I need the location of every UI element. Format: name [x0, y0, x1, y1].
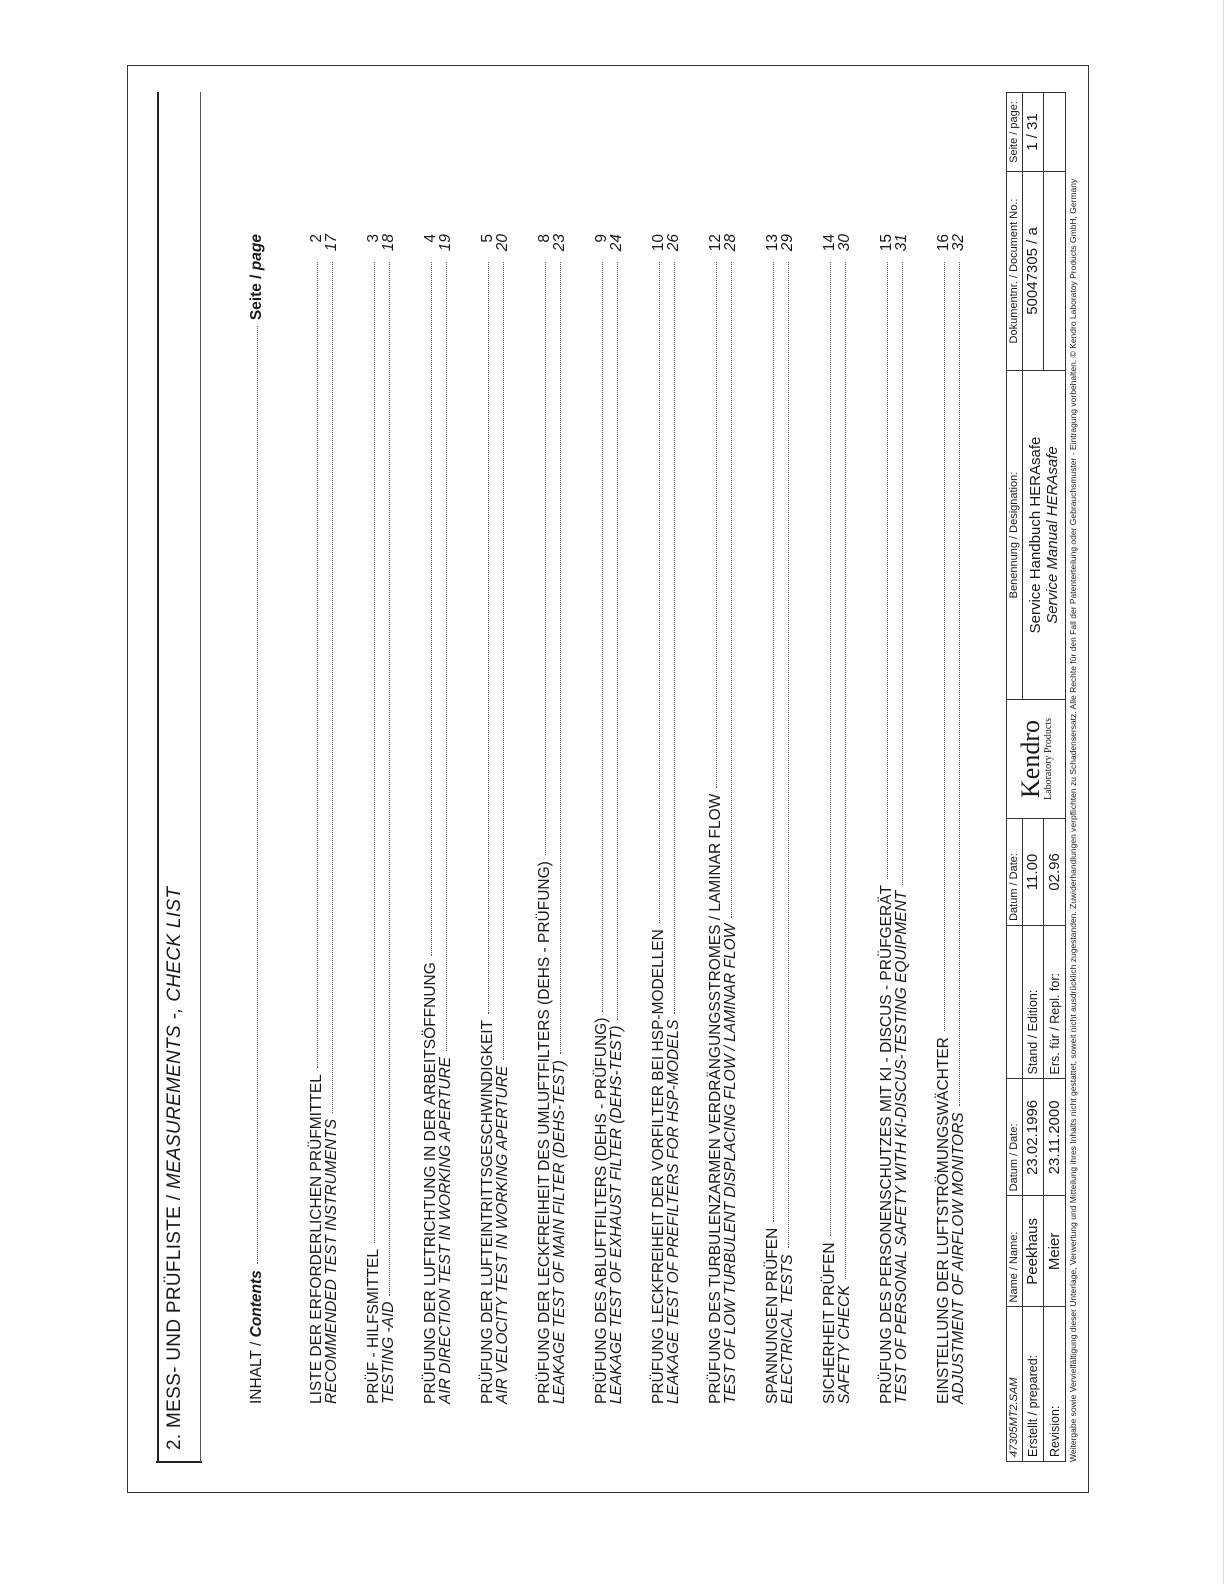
- toc-title-de: PRÜFUNG DER LUFTEINTRITTSGESCHWINDIGKEIT: [479, 1019, 496, 1404]
- designation-header: Benennung / Designation:: [1007, 371, 1023, 700]
- toc-page-de: 5: [479, 234, 496, 243]
- toc-page-de: 15: [878, 234, 895, 252]
- logo: [1007, 700, 1066, 819]
- toc-line-en: [893, 234, 911, 1404]
- toc-title-de: PRÜFUNG DER LECKFREIHEIT DES UMLUFTFILTERS (DEHS - PRÜFUNG): [536, 861, 553, 1404]
- leader-dots: [388, 262, 390, 1296]
- designation: [1022, 371, 1065, 700]
- name-header: Name / Name:: [1007, 1196, 1023, 1307]
- toc-title-en: ELECTRICAL TESTS: [779, 1254, 796, 1404]
- leader-dots: [901, 262, 903, 885]
- toc-page-de: 12: [707, 234, 724, 252]
- leader-dots: [958, 262, 960, 1106]
- prepared-label: Erstellt / prepared:: [1022, 1307, 1044, 1462]
- toc-title-de: LISTE DER ERFORDERLICHEN PRÜFMITTEL: [308, 1074, 325, 1404]
- logo-name: Kendro: [1016, 720, 1045, 798]
- toc-page-en: 30: [836, 234, 853, 252]
- leader-dots: [772, 262, 774, 1222]
- revision-date: 23.11.2000: [1044, 1079, 1066, 1196]
- page-title-en: MEASUREMENTS -, CHECK LIST: [164, 886, 185, 1190]
- table-of-contents: [128, 204, 1088, 1404]
- toc-title-de: SICHERHEIT PRÜFEN: [821, 1242, 838, 1404]
- leader-dots: [658, 262, 660, 923]
- leader-dots: [256, 326, 258, 1264]
- contents-label: INHALT / Contents: [248, 1270, 265, 1404]
- toc-page-en: 24: [608, 234, 625, 252]
- toc-title-en: RECOMMENDED TEST INSTRUMENTS: [323, 1118, 340, 1404]
- toc-page-en: 17: [323, 234, 340, 252]
- toc-line-en: [494, 234, 512, 1404]
- toc-title-de: SPANNUNGEN PRÜFEN: [764, 1227, 781, 1404]
- toc-line-en: [323, 234, 341, 1404]
- toc-title-en: SAFETY CHECK: [836, 1285, 853, 1404]
- leader-dots: [730, 262, 732, 918]
- toc-line-en: [779, 234, 797, 1404]
- toc-title-de: PRÜFUNG DES TURBULENZARMEN VERDRÄNGUNGSSTROMES / LAMINAR FLOW: [707, 793, 724, 1404]
- leader-dots: [430, 262, 432, 956]
- designation-de: Service Handbuch HERAsafe: [1026, 436, 1044, 634]
- leader-dots: [331, 262, 333, 1113]
- toc-title-en: AIR DIRECTION TEST IN WORKING APERTURE: [437, 1056, 454, 1404]
- contents-page-label: Seite / page: [248, 234, 265, 321]
- toc-title-de: PRÜFUNG DER LUFTRICHTUNG IN DER ARBEITSÖFFNUNG: [422, 962, 439, 1404]
- toc-page-en: 18: [380, 234, 397, 252]
- copyright-note: Weitergabe sowie Vervielfältigung dieser Unterlage, Verwertung und Mitteilung ihres Inhalts nicht gestattet, soweit nicht ausdrücklich zugestanden. Zuwiderhandlungen verpflichten zu Schadensersatz. Alle Rechte für den Fall der Patenterteilung oder Gebrauchsmuster - Eintragung vorbehalten. © Kendro Laboratoy Products GmbH, Germany: [1068, 178, 1078, 1462]
- toc-page-en: 26: [665, 234, 682, 252]
- toc-line-en: [836, 234, 854, 1404]
- toc-page-de: 3: [365, 234, 382, 243]
- edition-value: 11.00: [1022, 819, 1044, 926]
- title-rule-left: [156, 1461, 202, 1463]
- toc-line-en: [380, 234, 398, 1404]
- toc-page-de: 14: [821, 234, 838, 252]
- date2-header: Datum / Date:: [1007, 819, 1023, 926]
- toc-page-en: 20: [494, 234, 511, 252]
- toc-title-en: TESTING -AID: [380, 1301, 397, 1404]
- page-title-de: 2. MESS- UND PRÜFLISTE /: [164, 1194, 185, 1450]
- toc-page-de: 9: [593, 234, 610, 243]
- toc-title-de: EINSTELLUNG DER LUFTSTRÖMUNGSWÄCHTER: [935, 1037, 952, 1404]
- leader-dots: [616, 262, 618, 1020]
- toc-page-en: 29: [779, 234, 796, 252]
- toc-title-de: PRÜFUNG LECKFREIHEIT DER VORFILTER BEI HSP-MODELLEN: [650, 929, 667, 1404]
- designation-en: Service Manual HERAsafe: [1043, 446, 1061, 624]
- leader-dots: [373, 262, 375, 1243]
- leader-dots: [559, 262, 561, 1054]
- file-name: 47305MT2.SAM: [1007, 1307, 1023, 1462]
- toc-page-en: 19: [437, 234, 454, 252]
- leader-dots: [487, 262, 489, 1014]
- toc-page-en: 31: [893, 234, 910, 252]
- revision-name: Meier: [1044, 1196, 1066, 1307]
- toc-page-en: 23: [551, 234, 568, 252]
- toc-page-de: 8: [536, 234, 553, 243]
- toc-page-de: 2: [308, 234, 325, 243]
- leader-dots: [943, 262, 945, 1031]
- leader-dots: [502, 262, 504, 1060]
- prepared-date: 23.02.1996: [1022, 1079, 1044, 1196]
- toc-title-en: AIR VELOCITY TEST IN WORKING APERTURE: [494, 1065, 511, 1404]
- toc-title-en: LEAKAGE TEST OF MAIN FILTER (DEHS-TEST): [551, 1060, 568, 1404]
- repl-value: 02.96: [1044, 819, 1066, 926]
- repl-label: Ers. für / Repl. for:: [1044, 925, 1066, 1079]
- date-header: Datum / Date:: [1007, 1079, 1023, 1196]
- page-header: Seite / page:: [1007, 93, 1023, 172]
- rotated-page: [128, 66, 1090, 1494]
- toc-title-en: LEAKAGE TEST OF PREFILTERS FOR HSP-MODELS: [665, 1019, 682, 1404]
- toc-line-en: [551, 234, 569, 1404]
- logo-sub: Laboratory Products: [1043, 718, 1054, 800]
- leader-dots: [544, 262, 546, 855]
- leader-dots: [829, 262, 831, 1236]
- toc-line-en: [437, 234, 455, 1404]
- toc-line-en: [722, 234, 740, 1404]
- toc-line-en: [608, 234, 626, 1404]
- toc-page-de: 10: [650, 234, 667, 252]
- toc-title-en: LEAKAGE TEST OF EXHAUST FILTER (DEHS-TEST): [608, 1025, 625, 1404]
- toc-page-de: 16: [935, 234, 952, 252]
- toc-title-de: PRÜFUNG DES PERSONENSCHUTZES MIT KI - DISCUS - PRÜFGERÄT: [878, 884, 895, 1404]
- toc-title-en: ADJUSTMENT OF AIRFLOW MONITORS: [950, 1112, 967, 1404]
- prepared-name: Peekhaus: [1022, 1196, 1044, 1307]
- leader-dots: [886, 262, 888, 879]
- toc-page-de: 4: [422, 234, 439, 243]
- leader-dots: [316, 262, 318, 1068]
- leader-dots: [844, 262, 846, 1279]
- toc-title-en: TEST OF PERSONAL SAFETY WITH KI-DISCUS-TESTING EQUIPMENT: [893, 890, 910, 1404]
- leader-dots: [601, 262, 603, 1012]
- title-block: [1006, 92, 1066, 1462]
- docno-value: 50047305 / a: [1022, 172, 1044, 371]
- page-value: 1 / 31: [1022, 93, 1044, 172]
- toc-title-de: PRÜF - HILFSMITTEL: [365, 1248, 382, 1404]
- leader-dots: [715, 262, 717, 788]
- revision-label: Revision:: [1044, 1307, 1066, 1462]
- toc-page-en: 32: [950, 234, 967, 252]
- leader-dots: [787, 262, 789, 1248]
- leader-dots: [673, 262, 675, 1014]
- toc-title-en: TEST OF LOW TURBULENT DISPLACING FLOW / LAMINAR FLOW: [722, 923, 739, 1404]
- docno-header: Dokumentnr. / Document No.:: [1007, 172, 1023, 371]
- edition-label: Stand / Edition:: [1022, 925, 1044, 1079]
- toc-line-en: [950, 234, 968, 1404]
- toc-page-en: 28: [722, 234, 739, 252]
- leader-dots: [445, 262, 447, 1051]
- toc-page-de: 13: [764, 234, 781, 252]
- document-frame: [127, 65, 1089, 1493]
- toc-title-de: PRÜFUNG DES ABLUFTFILTERS (DEHS - PRÜFUNG): [593, 1017, 610, 1404]
- toc-line-en: [665, 234, 683, 1404]
